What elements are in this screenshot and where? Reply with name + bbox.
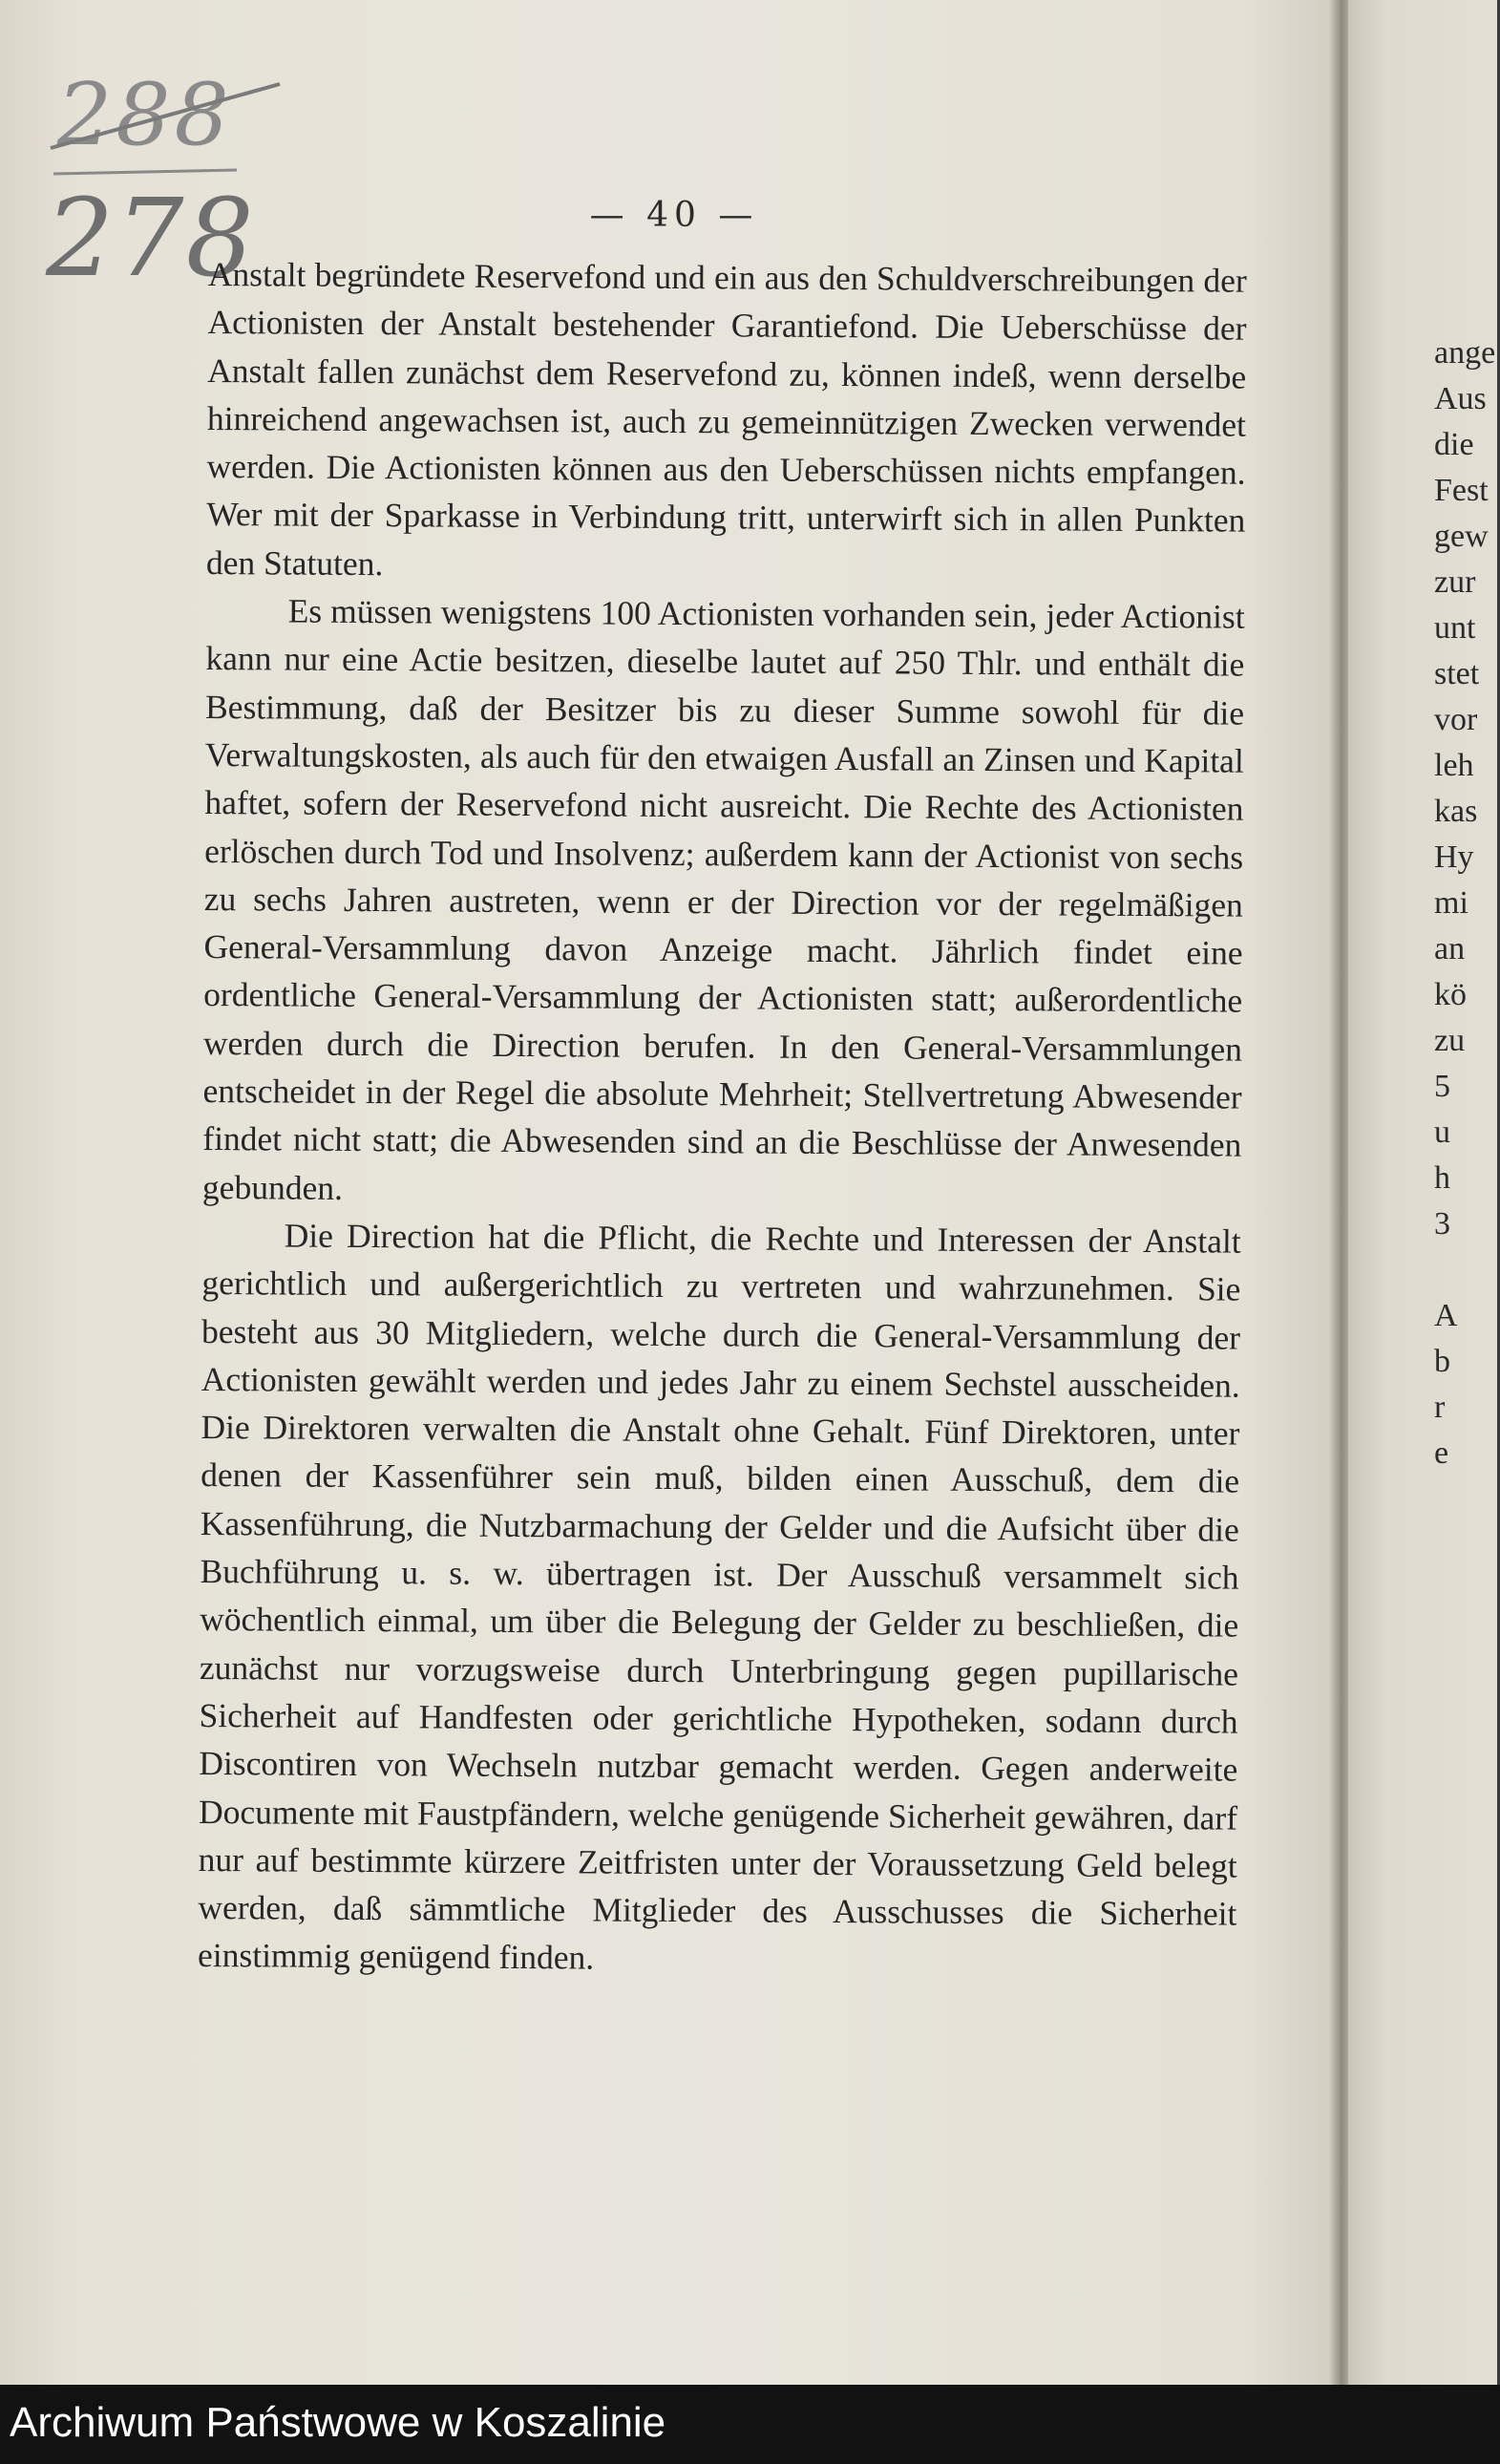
pencil-strikethrough <box>46 67 285 181</box>
right-page-text-fragments <box>1434 330 1495 1476</box>
text-fragment: zu <box>1434 1023 1466 1058</box>
text-fragment <box>1434 1247 1495 1293</box>
text-fragment: 3 <box>1434 1206 1450 1242</box>
text-fragment: vor <box>1434 702 1478 737</box>
printed-page-number: — 40 — <box>589 196 759 235</box>
paragraph: Es müssen wenigstens 100 Actionisten vorhanden sein, jeder Actionist kann nur eine Actie besitzen, dieselbe lautet auf 250 Thlr. und enthält die Bestimmung, daß der Besitzer bis zu dieser Summe sowohl für die Verwaltungskosten, als auch für den etwaigen Ausfall an Zinsen und Kapital haftet, sofern der Reservefond nicht ausreicht. Die Rechte des Actionisten erlöschen durch Tod und Insolvenz; außerdem kann der Actionist von sechs zu sechs Jahren austreten, wenn er der Direction vor der regelmäßigen General-Versammlung davon Anzeige macht. Jährlich findet eine ordentliche General-Versammlung der Actionisten statt; außerordentliche werden durch die Direction berufen. In den General-Versammlungen entscheidet in der Regel die absolute Mehrheit; Stellvertretung Abwesender findet nicht statt; die Abwesenden sind an die Beschlüsse der Anwesenden gebunden. <box>201 591 1245 1207</box>
text-fragment: r <box>1434 1390 1446 1425</box>
text-fragment: Hy <box>1434 839 1474 875</box>
text-fragment: kas <box>1434 794 1478 829</box>
text-fragment: gew <box>1434 519 1489 554</box>
text-fragment: die <box>1434 427 1474 462</box>
text-fragment: Fest <box>1434 473 1489 508</box>
body-text <box>198 250 1247 1986</box>
text-fragment: kö <box>1434 977 1467 1012</box>
text-fragment: ange <box>1434 335 1496 371</box>
text-fragment: zur <box>1434 564 1476 600</box>
text-fragment: u <box>1434 1115 1450 1150</box>
text-fragment: e <box>1434 1435 1449 1471</box>
paragraph: Die Direction hat die Pflicht, die Rechte und Interessen der Anstalt gerichtlich und außergerichtlich zu vertreten und wahrzunehmen. Sie besteht aus 30 Mitgliedern, welche durch die General-Versammlung der Actionisten gewählt werden und jedes Jahr zu einem Sechstel ausscheiden. Die Direktoren verwalten die Anstalt ohne Gehalt. Fünf Direktoren, unter denen der Kassenführer sein muß, bilden einen Ausschuß, dem die Kassenführung, die Nutzbarmachung der Gelder und die Aufsicht über die Buchführung u. s. w. übertragen ist. Der Ausschuß versammelt sich wöchentlich einmal, um über die Belegung der Gelder zu beschließen, die zunächst nur vorzugsweise durch Unterbringung gegen pupillarische Sicherheit auf Handfesten oder gerichtliche Hypotheken, sodann durch Discontiren von Wechseln nutzbar gemacht werden. Gegen anderweite Documente mit Faustpfändern, welche genügende Sicherheit gewähren, darf nur auf bestimmte kürzere Zeitfristen unter der Voraussetzung Geld belegt werden, daß sämmtliche Mitglieder des Ausschusses die Sicherheit einstimmig genügend finden. <box>197 1216 1241 1977</box>
text-fragment: h <box>1434 1160 1450 1196</box>
text-fragment: b <box>1434 1344 1450 1379</box>
pencil-page-number: 278 <box>46 177 256 301</box>
archive-name: Archiwum Państwowe w Koszalinie <box>10 2399 666 2446</box>
text-fragment: an <box>1434 931 1466 966</box>
text-fragment: leh <box>1434 748 1474 783</box>
text-fragment: Aus <box>1434 381 1487 416</box>
paragraph: Anstalt begründete Reservefond und ein aus den Schuldverschreibungen der Actionisten der Anstalt bestehender Garantiefond. Die Ueberschüsse der Anstalt fallen zunächst dem Reservefond zu, können indeß, wenn derselbe hinreichend angewachsen ist, auch zu gemeinnützigen Zwecken verwendet werden. Die Actionisten können aus den Ueberschüssen nichts empfangen. Wer mit der Sparkasse in Verbindung tritt, unterwirft sich in allen Punkten den Statuten. <box>205 254 1247 583</box>
pencil-old-page-number: 288 <box>57 65 233 165</box>
text-fragment: stet <box>1434 656 1480 691</box>
text-fragment: 5 <box>1434 1069 1450 1104</box>
text-fragment: A <box>1434 1298 1458 1333</box>
text-fragment: mi <box>1434 885 1468 921</box>
text-fragment: unt <box>1434 610 1476 646</box>
